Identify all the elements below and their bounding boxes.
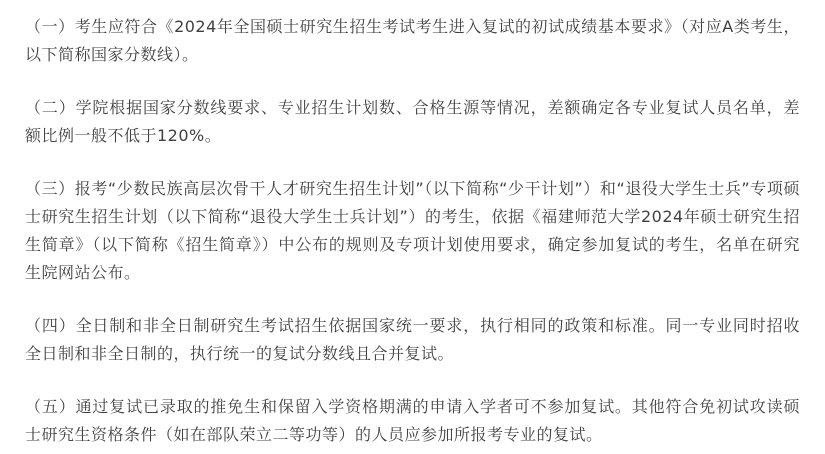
paragraph-item-5: （五）通过复试已录取的推免生和保留入学资格期满的申请入学者可不参加复试。其他符合免初试攻读硕士研究生资格条件（如在部队荣立二等功等）的人员应参加所报考专业的复试。 bbox=[25, 397, 800, 444]
paragraph-item-3: （三）报考“少数民族高层次骨干人才研究生招生计划”（以下简称“少干计划”）和“退役大学生士兵”专项硕士研究生招生计划（以下简称“退役大学生士兵计划”）的考生，依据《福建师范大学2024年硕士研究生招生简章》（以下简称《招生简章》）中公布的规则及专项计划使用要求，确定参加复试的考生，名单在研究生院网站公布。 bbox=[25, 179, 800, 282]
paragraph-item-1: （一）考生应符合《2024年全国硕士研究生招生考试考生进入复试的初试成绩基本要求》（对应A类考生，以下简称国家分数线）。 bbox=[25, 17, 800, 64]
paragraph-item-2: （二）学院根据国家分数线要求、专业招生计划数、合格生源等情况，差额确定各专业复试人员名单，差额比例一般不低于120%。 bbox=[25, 98, 800, 145]
paragraph-item-4: （四）全日制和非全日制研究生考试招生依据国家统一要求，执行相同的政策和标准。同一专业同时招收全日制和非全日制的，执行统一的复试分数线且合并复试。 bbox=[25, 316, 800, 363]
